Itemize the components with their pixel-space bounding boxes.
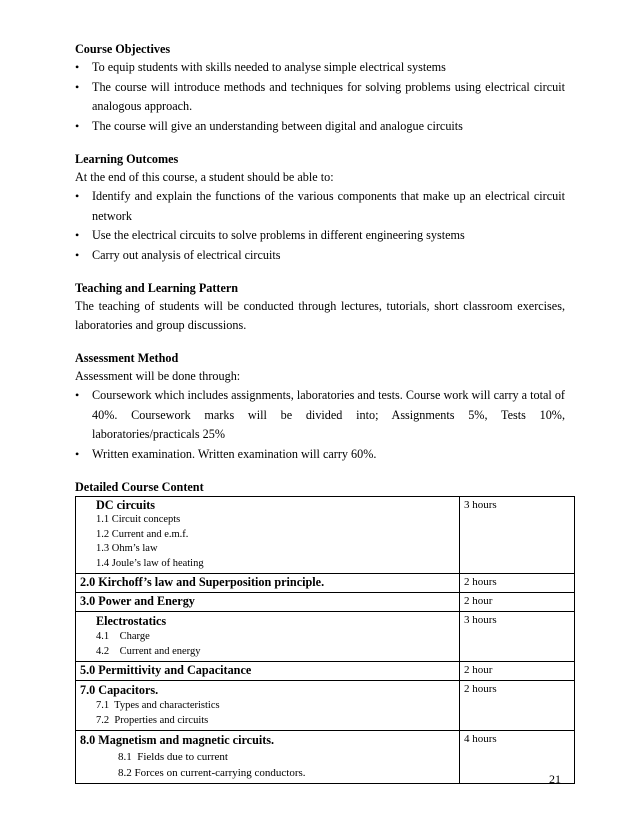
learning-outcomes-intro: At the end of this course, a student should be able to: (75, 170, 334, 184)
topic-hours: 2 hour (460, 662, 575, 681)
table-row (76, 497, 575, 574)
teaching-pattern-section (75, 279, 565, 335)
topic-title: 3.0 Power and Energy (80, 594, 195, 608)
table-row (76, 731, 575, 784)
page-number: 21 (549, 772, 561, 786)
topic-hours: 2 hours (460, 681, 575, 731)
subtopic: 1.2 Current and e.m.f. (96, 528, 189, 540)
subtopic: 8.2 Forces on current-carrying conductors. (118, 767, 306, 779)
list-item: • The course will give an understanding between digital and analogue circuits (75, 117, 565, 137)
table-row (76, 681, 575, 731)
list-item: • Written examination. Written examination will carry 60%. (75, 445, 565, 465)
assessment-method-heading: Assessment Method (75, 351, 179, 365)
learning-outcomes-heading: Learning Outcomes (75, 152, 179, 166)
assessment-method-intro: Assessment will be done through: (75, 369, 241, 383)
topic-title: 5.0 Permittivity and Capacitance (80, 663, 252, 677)
list-item: • To equip students with skills needed to analyse simple electrical systems (75, 58, 565, 78)
teaching-pattern-text: The teaching of students will be conducted through lectures, tutorials, short classroom exercises, laboratories and group discussions. (75, 299, 565, 332)
list-item: • Coursework which includes assignments, laboratories and tests. Course work will carry a total of 40%. Coursework marks will be divided into; Assignments 5%, Tests 10%, laboratories/practicals 25% (75, 386, 565, 445)
subtopic: 1.1 Circuit concepts (96, 514, 181, 525)
topic-title: 7.0 Capacitors. (80, 683, 159, 697)
learning-outcomes-section (75, 150, 565, 265)
document-page (75, 40, 565, 784)
subtopic: 1.3 Ohm’s law (96, 543, 158, 554)
topic-hours: 4 hours (460, 731, 575, 784)
topic-title: DC circuits (96, 498, 156, 512)
subtopic: 4.1 Charge (96, 631, 150, 642)
subtopic: 7.1 Types and characteristics (96, 700, 220, 711)
topic-hours: 3 hours (460, 612, 575, 662)
table-row (76, 574, 575, 593)
list-item: • Use the electrical circuits to solve problems in different engineering systems (75, 226, 565, 246)
table-row (76, 612, 575, 662)
topic-hours: 3 hours (460, 497, 575, 574)
course-objectives-list (75, 58, 565, 136)
assessment-method-section (75, 349, 565, 464)
course-objectives-heading: Course Objectives (75, 42, 171, 56)
list-item: • The course will introduce methods and techniques for solving problems using electrical circuit analogous approach. (75, 78, 565, 117)
learning-outcomes-list (75, 187, 565, 265)
subtopic: 8.1 Fields due to current (118, 751, 228, 763)
subtopic: 7.2 Properties and circuits (96, 714, 209, 726)
topic-title: Electrostatics (96, 614, 167, 628)
assessment-method-list (75, 386, 565, 464)
table-row (76, 593, 575, 612)
subtopic: 1.4 Joule’s law of heating (96, 557, 204, 569)
topic-title: 2.0 Kirchoff’s law and Superposition principle. (80, 575, 325, 589)
course-content-section (75, 478, 565, 784)
topic-hours: 2 hour (460, 593, 575, 612)
topic-title: 8.0 Magnetism and magnetic circuits. (80, 733, 275, 747)
topic-hours: 2 hours (460, 574, 575, 593)
course-content-table (75, 496, 575, 784)
list-item: • Identify and explain the functions of the various components that make up an electrical circuit network (75, 187, 565, 226)
subtopic: 4.2 Current and energy (96, 645, 201, 657)
course-objectives-section (75, 40, 565, 136)
teaching-pattern-heading: Teaching and Learning Pattern (75, 281, 239, 295)
course-content-heading: Detailed Course Content (75, 480, 204, 494)
list-item: • Carry out analysis of electrical circuits (75, 246, 565, 266)
table-row (76, 662, 575, 681)
